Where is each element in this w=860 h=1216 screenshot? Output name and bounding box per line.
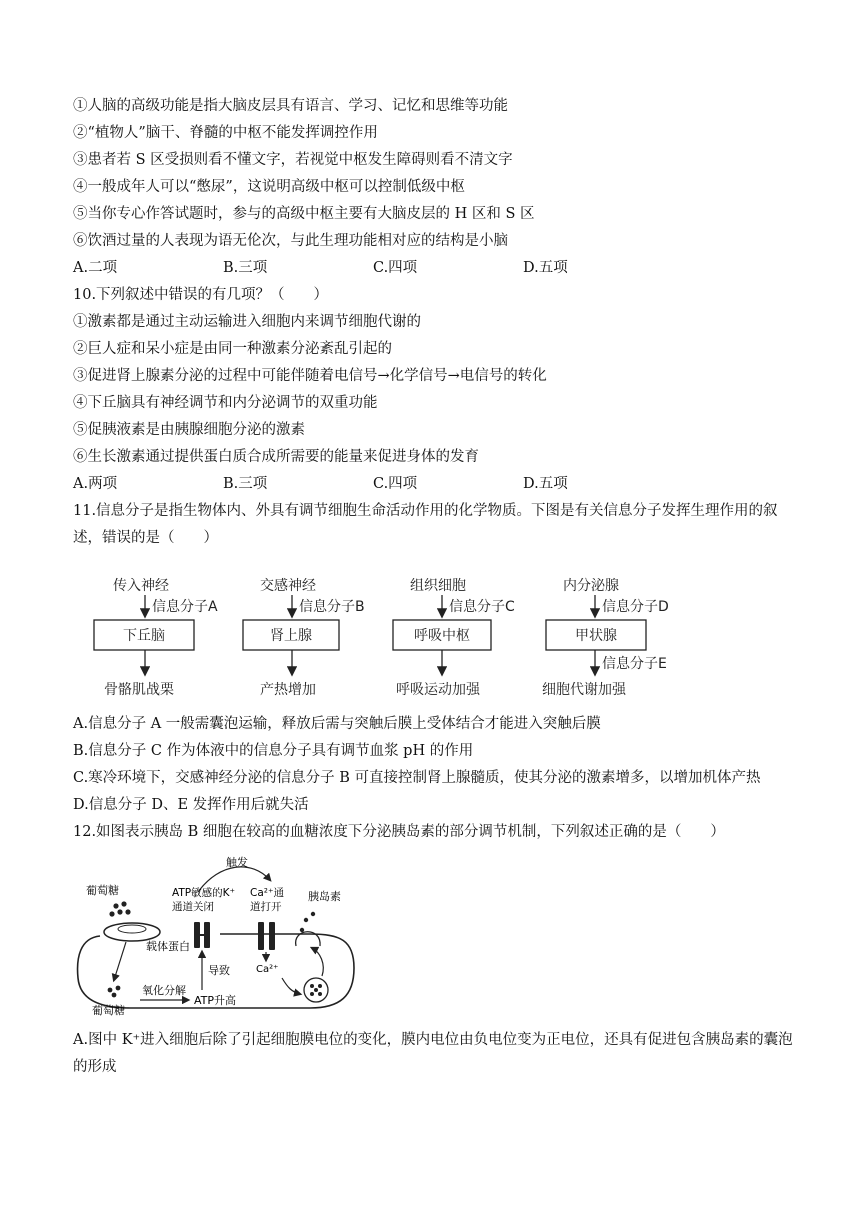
q12-k-channel-label-2: 通道关闭 bbox=[172, 901, 214, 913]
q10-option-d[interactable]: D.五项 bbox=[523, 476, 568, 492]
q11-stem: 11.信息分子是指生物体内、外具有调节细胞生命活动作用的化学物质。下图是有关信息分子发挥生理作用的叙述，错误的是（ ） bbox=[73, 503, 778, 546]
q11-panel3-effect: 呼吸运动加强 bbox=[396, 682, 480, 698]
q11-panel4-organ: 甲状腺 bbox=[575, 628, 617, 644]
q11-panel2-signal: 信息分子B bbox=[299, 599, 365, 615]
q11-panel2-effect: 产热增加 bbox=[260, 682, 316, 698]
q12-carrier-protein bbox=[104, 923, 160, 941]
q11-panel3-source: 组织细胞 bbox=[410, 578, 466, 594]
q12-option-a[interactable]: A.图中 K⁺进入细胞后除了引起细胞膜电位的变化，膜内电位由负电位变为正电位，还具有促进包含胰岛素的囊泡的形成 bbox=[73, 1032, 793, 1075]
q10-option-c[interactable]: C.四项 bbox=[373, 476, 418, 492]
q11-panel4-signal2: 信息分子E bbox=[602, 656, 667, 672]
q12-diagram bbox=[70, 848, 370, 1018]
q9-option-c[interactable]: C.四项 bbox=[373, 260, 418, 276]
q10-item-2: ②巨人症和呆小症是由同一种激素分泌紊乱引起的 bbox=[73, 341, 392, 357]
q11-option-d[interactable]: D.信息分子 D、E 发挥作用后就失活 bbox=[73, 797, 309, 813]
q12-glucose-molecules-inside bbox=[108, 986, 121, 998]
q11-diagram bbox=[80, 568, 700, 703]
q11-panel2-source: 交感神经 bbox=[260, 578, 316, 594]
q10-options bbox=[73, 474, 793, 494]
q9-item-4: ④一般成年人可以“憋尿”，这说明高级中枢可以控制低级中枢 bbox=[73, 179, 465, 195]
q12-glucose-molecules-outside bbox=[109, 901, 130, 916]
q10-item-1: ①激素都是通过主动运输进入细胞内来调节细胞代谢的 bbox=[73, 314, 421, 330]
q12-ca-channel-label-1: Ca²⁺通 bbox=[250, 887, 285, 899]
q12-ca-channel bbox=[258, 922, 275, 950]
q12-atp-rise-label: ATP升高 bbox=[194, 994, 237, 1007]
q10-stem: 10.下列叙述中错误的有几项？（ ） bbox=[73, 287, 329, 303]
q11-panel3-signal: 信息分子C bbox=[449, 599, 515, 615]
q10-option-b[interactable]: B.三项 bbox=[223, 476, 268, 492]
q9-option-b[interactable]: B.三项 bbox=[223, 260, 268, 276]
q10-item-4: ④下丘脑具有神经调节和内分泌调节的双重功能 bbox=[73, 395, 378, 411]
q12-trigger-label: 触发 bbox=[226, 856, 248, 869]
q10-item-3: ③促进肾上腺素分泌的过程中可能伴随着电信号→化学信号→电信号的转化 bbox=[73, 368, 547, 384]
q9-item-1: ①人脑的高级功能是指大脑皮层具有语言、学习、记忆和思维等功能 bbox=[73, 98, 508, 114]
q9-item-5: ⑤当你专心作答试题时，参与的高级中枢主要有大脑皮层的 H 区和 S 区 bbox=[73, 206, 535, 222]
q12-ca-channel-label-2: 道打开 bbox=[250, 901, 282, 913]
q9-option-a[interactable]: A.二项 bbox=[73, 260, 118, 276]
q10-item-5: ⑤促胰液素是由胰腺细胞分泌的激素 bbox=[73, 422, 305, 438]
q12-glucose-inside-label: 葡萄糖 bbox=[92, 1004, 125, 1017]
q10-option-a[interactable]: A.两项 bbox=[73, 476, 118, 492]
q11-option-c[interactable]: C.寒冷环境下，交感神经分泌的信息分子 B 可直接控制肾上腺髓质，使其分泌的激素增多，以增加机体产热 bbox=[73, 770, 761, 786]
q12-k-channel-label-1: ATP敏感的K⁺ bbox=[172, 887, 236, 899]
q12-insulin-release bbox=[296, 912, 320, 946]
q11-panel4-effect: 细胞代谢加强 bbox=[542, 682, 626, 698]
q11-panel4-signal: 信息分子D bbox=[602, 599, 669, 615]
q11-panel2-organ: 肾上腺 bbox=[270, 628, 312, 644]
q9-option-d[interactable]: D.五项 bbox=[523, 260, 568, 276]
q12-stem: 12.如图表示胰岛 B 细胞在较高的血糖浓度下分泌胰岛素的部分调节机制，下列叙述正确的是（ ） bbox=[73, 824, 725, 840]
q9-item-2: ②“植物人”脑干、脊髓的中枢不能发挥调控作用 bbox=[73, 125, 378, 141]
q12-insulin-vesicle bbox=[304, 978, 328, 1002]
q11-panel1-effect: 骨骼肌战栗 bbox=[104, 682, 174, 698]
q12-lead-to-label: 导致 bbox=[208, 964, 230, 977]
q12-glucose-outside-label: 葡萄糖 bbox=[86, 884, 119, 897]
q12-carrier-label: 载体蛋白 bbox=[146, 940, 190, 953]
q11-option-b[interactable]: B.信息分子 C 作为体液中的信息分子具有调节血浆 pH 的作用 bbox=[73, 743, 474, 759]
q11-panel1-organ: 下丘脑 bbox=[123, 628, 165, 644]
q10-item-6: ⑥生长激素通过提供蛋白质合成所需要的能量来促进身体的发育 bbox=[73, 449, 479, 465]
q12-insulin-label: 胰岛素 bbox=[308, 890, 341, 903]
q12-k-channel bbox=[194, 922, 210, 948]
q11-panel1-source: 传入神经 bbox=[113, 578, 169, 594]
q11-panel3-organ: 呼吸中枢 bbox=[414, 628, 470, 644]
q9-item-6: ⑥饮酒过量的人表现为语无伦次，与此生理功能相对应的结构是小脑 bbox=[73, 233, 508, 249]
q12-oxidation-label: 氧化分解 bbox=[142, 984, 186, 997]
q12-ca-inside-label: Ca²⁺ bbox=[256, 964, 279, 975]
q11-panel1-signal: 信息分子A bbox=[152, 599, 218, 615]
q11-option-a[interactable]: A.信息分子 A 一般需囊泡运输，释放后需与突触后膜上受体结合才能进入突触后膜 bbox=[73, 716, 601, 732]
q11-panel4-source: 内分泌腺 bbox=[563, 578, 619, 594]
q9-options bbox=[73, 258, 793, 278]
q9-item-3: ③患者若 S 区受损则看不懂文字，若视觉中枢发生障碍则看不清文字 bbox=[73, 152, 513, 168]
